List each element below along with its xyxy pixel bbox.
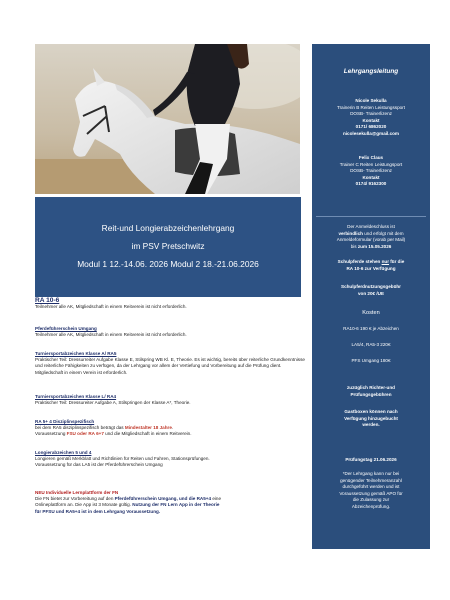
trainer-1-line: Trainerin B Reiten Leistungssport xyxy=(336,104,405,110)
section-pfs xyxy=(35,326,305,338)
text-run: . xyxy=(171,425,174,431)
section-title: Turniersportabzeichen Klasse L/ RA4 xyxy=(35,394,117,399)
banner-title: Reit-und Longierabzeichenlehrgang xyxy=(101,223,235,233)
section-longe xyxy=(35,450,305,469)
sidebar-title: Lehrgangsleitung xyxy=(343,68,399,75)
section-text: Praktischer Teil: Dressureiter Aufgabe A, Stilspringen der Klasse A*, Theorie. xyxy=(35,400,191,406)
deadline-emphasis: verbindlich xyxy=(338,230,363,236)
trainer-1-line: DOSB- Trainerlizenz xyxy=(350,111,392,116)
fee-value: von 20€ /UE xyxy=(357,290,385,296)
trainer-1-email[interactable]: nicolesekulla@gmail.com xyxy=(342,130,400,136)
section-text: Teilnehmer alle AK, Mitgliedschaft in einem Reitverein ist nicht erforderlich. xyxy=(35,304,187,310)
trainer-2-phone: 0174/ 9162300 xyxy=(355,181,387,186)
note-block xyxy=(312,471,430,510)
extra-fees-block xyxy=(312,385,430,398)
banner-location: im PSV Pretschwitz xyxy=(131,241,205,251)
trainer-1-phone: 0171/ 6862020 xyxy=(355,124,387,129)
deadline-text: und erfolgt mit dem xyxy=(362,230,404,236)
cost-item: RA10-6 190 € je Abzeichen xyxy=(343,326,399,331)
section-title: RA 10-6 xyxy=(35,297,60,304)
deadline-line xyxy=(312,244,430,251)
cost-item: PFS Umgang 180€ xyxy=(351,358,391,363)
school-horses-block xyxy=(312,259,430,272)
note-line: *Der Lehrgang kann nur bei xyxy=(342,471,400,476)
banner-dates: Modul 1 12.-14.06. 2026 Modul 2 18.-21.06.2026 xyxy=(77,259,259,269)
section-title: Pferdeführerschein Umgang xyxy=(35,326,97,331)
section-ra54 xyxy=(35,419,305,438)
section-text: für PFSU und RA5+4 ist in dem Lehrgang Voraussetzung. xyxy=(35,508,161,514)
cost-item: LA5/4, RA5-3 220€ xyxy=(351,342,391,347)
text-run: Die FN bietet zur Vorbereitung auf den xyxy=(35,496,115,502)
section-title: Longierabzeichen 5 und 4 xyxy=(35,450,92,455)
school-horses-line: RA 10-6 zur Verfügung xyxy=(346,265,396,271)
school-horses-text: für die xyxy=(388,259,405,264)
text-run: und die Mitgliedschaft in einem Reitverein. xyxy=(103,431,192,437)
text-emphasis: Nutzung der FN Lern App in der Theorie xyxy=(132,502,220,508)
trainer-2-line: Trainer C Reiten Leistungsport xyxy=(339,161,403,167)
min-age: Mindestalter 18 Jahre xyxy=(124,425,172,431)
section-text: Teilnehmer alle AK, Mitgliedschaft in einem Reitverein ist nicht erforderlich. xyxy=(35,332,187,338)
school-horses-only: nur xyxy=(381,259,389,264)
section-text: Voraussetzung für das LA5 ist der Pferdeführerschein Umgang xyxy=(35,462,163,468)
deadline-text: bis xyxy=(350,243,358,249)
trainer-1-contact-label: Kontakt xyxy=(362,117,380,123)
section-ra10 xyxy=(35,298,305,310)
text-run: bei dem RA5 disziplinspezifisch beträgt das xyxy=(35,425,125,431)
fee-label: Schulpferdnutzungsgebühr xyxy=(341,284,401,289)
section-title: RA 5+ 4 Disziplinspezifisch xyxy=(35,419,95,424)
hero-photo-rider-horse xyxy=(35,44,300,194)
extra-fees-line: zuzüglich Richter-und xyxy=(347,385,395,390)
title-banner xyxy=(35,197,301,297)
section-app xyxy=(35,490,305,515)
note-line: durchgeführt werden und ist xyxy=(342,484,400,489)
text-run: Voraussetzung xyxy=(35,431,67,437)
guest-box-block xyxy=(312,409,430,429)
sidebar-divider xyxy=(316,216,426,217)
guest-box-line: werden. xyxy=(362,422,380,427)
deadline-line: Anmeldeformular (vorab per Mail) xyxy=(336,237,406,242)
guest-box-line: Verfügung hinzugebucht xyxy=(344,415,398,421)
costs-title: Kosten xyxy=(362,310,380,316)
trainer-1-block xyxy=(312,98,430,137)
sidebar-info-panel xyxy=(312,44,430,549)
guest-box-line: Gastboxen können nach xyxy=(344,409,398,414)
section-ra5 xyxy=(35,351,305,376)
deadline-line: Der Anmeldeschluss ist xyxy=(347,224,395,229)
section-ra4 xyxy=(35,394,305,406)
trainer-2-block xyxy=(312,155,430,188)
trainer-2-contact-label: Kontakt xyxy=(362,174,380,180)
section-text: Praktischer Teil: Dressurreiter Aufgabe Klasse E, Stilspring WB Kl. E, Theorie. Es ist wichtig, bereits über reiterliche Grundkenntnisse und reiterliche Fähigkeiten zu verfügen, da der Lehrgang vor allem der Vertiefung und Vorbereitung auf die Prüfung dient. Mitgliedschaft in einem Verein ist erforderlich. xyxy=(35,357,305,375)
trainer-1-name: Nicole Sekulla xyxy=(355,98,387,103)
text-run: eine xyxy=(211,496,222,502)
note-line: genügender Teilnehmeranzahl xyxy=(340,477,402,483)
note-line: Abzeichenprüfung. xyxy=(351,503,391,509)
deadline-block xyxy=(312,224,430,250)
section-text: Longieren gemäß Merkblatt und Richtlinien für Reiten und Fahren, Stationsprüfungen. xyxy=(35,456,210,462)
fee-block xyxy=(312,284,430,297)
trainer-2-line: DOSB- Trainerlizenz xyxy=(350,168,392,173)
note-line: Voraussetzung gemäß APO für xyxy=(339,490,403,496)
note-line: die Zulassung zur xyxy=(352,497,390,502)
deadline-date: zum 15.05.2026 xyxy=(357,243,392,249)
school-horses-text: Schulpferde stehen xyxy=(337,259,382,264)
extra-fees-line: Prüfungsgebühren xyxy=(350,391,392,397)
text-emphasis: Pferdeführerschein Umgang, und die RA5+4 xyxy=(114,496,212,502)
section-title: Turniersportabzeichen Klasse A/ RA5 xyxy=(35,351,117,356)
section-text xyxy=(35,431,305,437)
exam-date: Prüfungstag 21.06.2026 xyxy=(345,457,397,462)
section-title: NEU Individuelle Lernplattform der FN xyxy=(35,490,119,495)
text-run: Onlineplattform an. Die App ist 3 Monate gültig. xyxy=(35,502,133,508)
prerequisite: FSU oder RA 6+7 xyxy=(66,431,104,437)
trainer-2-name: Felix Claus xyxy=(358,155,384,160)
